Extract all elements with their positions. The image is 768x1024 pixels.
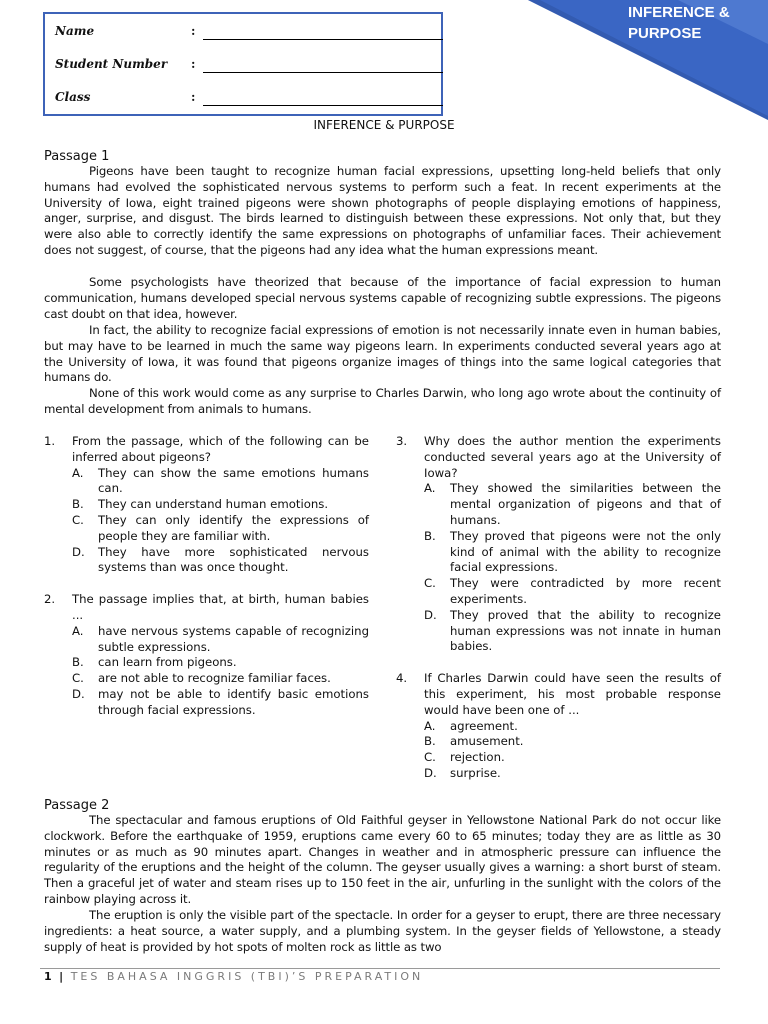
student-number-colon: : — [191, 57, 196, 71]
answer-option[interactable] — [72, 497, 369, 513]
option-letter: C. — [424, 750, 436, 765]
question-text: The passage implies that, at birth, human babies ... — [72, 592, 369, 622]
question-number: 3. — [396, 434, 408, 448]
passage1-title: Passage 1 — [44, 149, 110, 164]
option-letter: D. — [424, 765, 437, 780]
option-letter: A. — [424, 481, 436, 496]
answer-option[interactable] — [72, 466, 369, 498]
question-2 — [44, 592, 369, 718]
question-3 — [396, 434, 721, 655]
option-text: They can understand human emotions. — [98, 497, 329, 512]
option-text: They were contradicted by more recent experiments. — [450, 576, 721, 606]
answer-option[interactable] — [424, 576, 721, 608]
question-1 — [44, 434, 369, 576]
passage2-paragraph: The spectacular and famous eruptions of Old Faithful geyser in Yellowstone National Park do not occur like clockwork. Before the earthquake of 1959, eruptions came every 60 to 65 minutes; today they are as little as 30 minutes or as much as 90 minutes apart. Changes in weather and in atmospheric pressure can influence the regularity of the eruptions and the height of the column. The geyser usually gives a warning: a short burst of steam. Then a graceful jet of water and steam rises up to 150 feet in the air, unfurling in the sunlight with the colors of the rainbow playing across it. — [44, 813, 721, 906]
answer-option[interactable] — [72, 687, 369, 719]
option-letter: D. — [424, 607, 437, 622]
document-title: INFERENCE & PURPOSE — [313, 118, 455, 132]
option-text: They can show the same emotions humans can. — [98, 465, 369, 496]
class-label: Class — [55, 90, 91, 104]
option-text: agreement. — [450, 718, 518, 733]
class-colon: : — [191, 90, 196, 104]
answer-option[interactable] — [424, 719, 721, 735]
name-colon: : — [191, 24, 196, 38]
option-text: rejection. — [450, 750, 505, 765]
question-text: From the passage, which of the following can be inferred about pigeons? — [72, 434, 369, 464]
question-text: If Charles Darwin could have seen the results of this experiment, his most probable response would have been one of ... — [424, 671, 721, 717]
option-text: They have more sophisticated nervous systems than was once thought. — [98, 544, 369, 575]
answer-option[interactable] — [424, 529, 721, 576]
option-text: amusement. — [450, 734, 524, 749]
question-text: Why does the author mention the experiments conducted several years ago at the University of Iowa? — [424, 434, 721, 480]
questions-left-column — [44, 434, 369, 719]
option-text: They proved that the ability to recognize human expressions was not innate in human babies. — [450, 607, 721, 654]
answer-option[interactable] — [424, 734, 721, 750]
option-text: are not able to recognize familiar faces. — [98, 671, 331, 686]
option-letter: D. — [72, 544, 85, 559]
option-letter: A. — [72, 623, 84, 638]
option-text: surprise. — [450, 765, 501, 780]
option-letter: B. — [424, 528, 436, 543]
student-id-box — [43, 12, 443, 116]
corner-banner-title-line2: PURPOSE — [628, 25, 702, 42]
answer-option[interactable] — [72, 513, 369, 545]
question-number: 2. — [44, 592, 56, 607]
footer-text: TES BAHASA INGGRIS (TBI)’S PREPARATION — [70, 970, 424, 983]
option-text: They showed the similarities between the mental organization of pigeons and that of humans. — [450, 481, 721, 527]
option-text: They can only identify the expressions of people they are familiar with. — [98, 512, 369, 543]
answer-option[interactable] — [424, 481, 721, 528]
page-footer — [44, 970, 423, 983]
questions-right-column — [396, 434, 721, 782]
question-number: 1. — [44, 434, 56, 448]
passage1-paragraph: None of this work would come as any surprise to Charles Darwin, who long ago wrote about the continuity of mental development from animals to humans. — [44, 386, 721, 416]
option-letter: A. — [72, 465, 84, 480]
option-letter: C. — [72, 512, 84, 527]
passage1-paragraph: Pigeons have been taught to recognize human facial expressions, upsetting long-held beliefs that only humans had evolved the sophisticated nervous systems to perform such a feat. In recent experiments at the University of Iowa, eight trained pigeons were shown photographs of people displaying emotions of happiness, anger, surprise, and disgust. The birds learned to distinguish between these expressions. Not only that, but they were also able to correctly identify the same expressions on photographs of unfamiliar faces. Their achievement does not suggest, of course, that the pigeons had any idea what the human expressions meant. — [44, 164, 721, 257]
answer-options — [72, 466, 369, 577]
student-number-label: Student Number — [55, 57, 168, 71]
option-letter: B. — [72, 655, 84, 670]
answer-option[interactable] — [72, 545, 369, 577]
option-letter: A. — [424, 718, 436, 733]
answer-option[interactable] — [72, 655, 369, 671]
option-text: They proved that pigeons were not the only kind of animal with the ability to recognize facial expressions. — [450, 528, 721, 575]
option-letter: B. — [72, 497, 84, 512]
option-text: may not be able to identify basic emotions through facial expressions. — [98, 686, 369, 717]
question-4 — [396, 671, 721, 782]
student-number-blank-line[interactable] — [203, 72, 443, 73]
option-letter: D. — [72, 686, 85, 701]
answer-option[interactable] — [424, 750, 721, 766]
footer-separator: | — [59, 970, 65, 983]
passage2-paragraph: The eruption is only the visible part of the spectacle. In order for a geyser to erupt, there are three necessary ingredients: a heat source, a water supply, and a plumbing system. In the geyser fields of Yellowstone, a steady supply of heat is provided by hot spots of molten rock as little as two — [44, 908, 721, 954]
footer-divider — [40, 968, 720, 969]
answer-option[interactable] — [72, 671, 369, 687]
class-blank-line[interactable] — [203, 105, 443, 106]
option-letter: B. — [424, 734, 436, 749]
answer-option[interactable] — [424, 766, 721, 782]
answer-option[interactable] — [424, 608, 721, 655]
corner-banner-title — [628, 2, 768, 44]
option-text: can learn from pigeons. — [98, 655, 237, 670]
name-blank-line[interactable] — [203, 39, 443, 40]
passage1-paragraph: Some psychologists have theorized that because of the importance of facial expression to human communication, humans developed special nervous systems capable of recognizing subtle expressions. The pigeons cast doubt on that idea, however. — [44, 275, 721, 321]
answer-options — [72, 624, 369, 719]
option-letter: C. — [72, 671, 84, 686]
answer-options — [424, 719, 721, 782]
answer-option[interactable] — [72, 624, 369, 656]
name-label: Name — [55, 24, 95, 38]
corner-banner-title-line1: INFERENCE & — [628, 4, 730, 21]
passage2-title: Passage 2 — [44, 798, 110, 813]
answer-options — [424, 481, 721, 655]
option-text: have nervous systems capable of recognizing subtle expressions. — [98, 623, 369, 654]
question-number: 4. — [396, 671, 408, 686]
page-number: 1 — [44, 970, 53, 983]
passage1-paragraph: In fact, the ability to recognize facial expressions of emotion is not necessarily innate even in human babies, but may have to be learned in much the same way pigeons learn. In experiments conducted several years ago at the University of Iowa, it was found that pigeons organize images of things into the same logical categories that humans do. — [44, 323, 721, 385]
option-letter: C. — [424, 576, 436, 591]
